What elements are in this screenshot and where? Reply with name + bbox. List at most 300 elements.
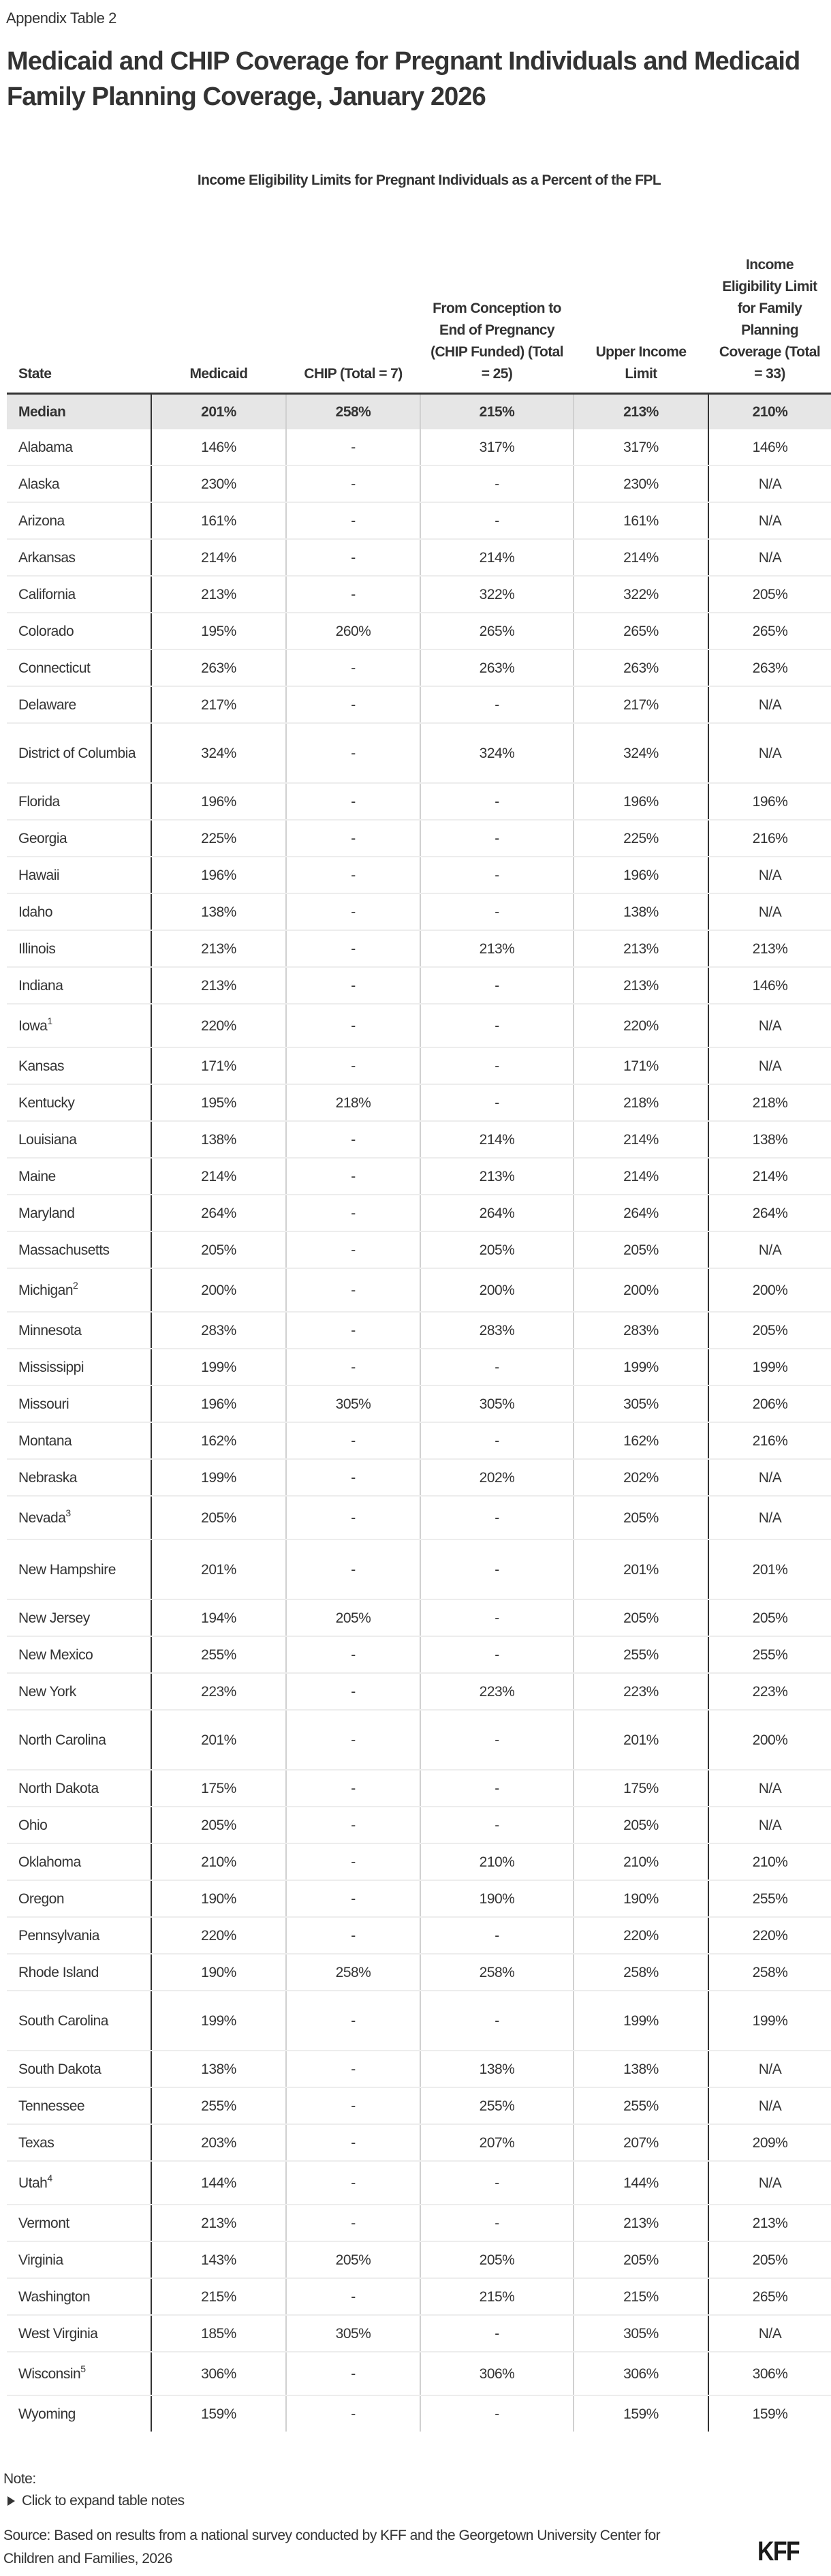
table-row: [7, 967, 831, 1004]
median-family-planning: 210%: [708, 394, 831, 430]
upper-income-cell: 159%: [574, 2395, 708, 2432]
table-header-row: [7, 218, 831, 394]
state-name-cell: [7, 820, 151, 857]
state-name: New Hampshire: [18, 1561, 116, 1578]
upper-income-cell: 205%: [574, 1231, 708, 1268]
conception-cell: 305%: [420, 1385, 574, 1422]
state-name: District of Columbia: [18, 745, 136, 761]
chip-cell: -: [286, 2124, 420, 2161]
conception-cell: 205%: [420, 1231, 574, 1268]
state-name-cell: [7, 1047, 151, 1084]
chip-cell: -: [286, 1770, 420, 1807]
upper-income-cell: 305%: [574, 2315, 708, 2352]
chip-cell: -: [286, 1158, 420, 1195]
medicaid-cell: 195%: [151, 1084, 286, 1121]
family-planning-cell: 205%: [708, 1599, 831, 1636]
state-name-cell: [7, 1385, 151, 1422]
median-medicaid: 201%: [151, 394, 286, 430]
chip-cell: -: [286, 2205, 420, 2241]
state-name-cell: [7, 1195, 151, 1231]
family-planning-cell: N/A: [708, 1770, 831, 1807]
medicaid-cell: 223%: [151, 1673, 286, 1710]
state-name-cell: [7, 723, 151, 783]
state-name: South Carolina: [18, 2012, 108, 2029]
chip-cell: -: [286, 1807, 420, 1843]
state-name: Florida: [18, 793, 60, 810]
state-name: Indiana: [18, 977, 63, 994]
state-name-cell: [7, 1880, 151, 1917]
conception-cell: 214%: [420, 1121, 574, 1158]
chip-cell: -: [286, 1422, 420, 1459]
state-name: Colorado: [18, 623, 74, 639]
state-name-cell: [7, 1422, 151, 1459]
upper-income-cell: 218%: [574, 1084, 708, 1121]
state-name: Kansas: [18, 1058, 65, 1074]
family-planning-cell: 201%: [708, 1539, 831, 1599]
column-header-upper-income[interactable]: Upper Income Limit: [574, 218, 708, 394]
state-name: Montana: [18, 1432, 72, 1449]
state-name: Arizona: [18, 512, 65, 529]
state-name-cell: [7, 2278, 151, 2315]
table-row: [7, 2395, 831, 2432]
medicaid-cell: 175%: [151, 1770, 286, 1807]
medicaid-cell: 171%: [151, 1047, 286, 1084]
upper-income-cell: 223%: [574, 1673, 708, 1710]
medicaid-cell: 255%: [151, 2087, 286, 2124]
table-row: [7, 1195, 831, 1231]
conception-cell: 283%: [420, 1312, 574, 1349]
chip-cell: -: [286, 783, 420, 820]
upper-income-cell: 161%: [574, 502, 708, 539]
upper-income-cell: 171%: [574, 1047, 708, 1084]
chip-cell: -: [286, 649, 420, 686]
state-name-cell: [7, 1807, 151, 1843]
table-row: [7, 893, 831, 930]
conception-cell: -: [420, 1349, 574, 1385]
chip-cell: -: [286, 2051, 420, 2087]
family-planning-cell: 265%: [708, 613, 831, 649]
family-planning-cell: 216%: [708, 820, 831, 857]
state-name: West Virginia: [18, 2325, 98, 2342]
conception-cell: 306%: [420, 2352, 574, 2395]
state-name-cell: [7, 649, 151, 686]
family-planning-cell: 306%: [708, 2352, 831, 2395]
family-planning-cell: 146%: [708, 429, 831, 465]
upper-income-cell: 264%: [574, 1195, 708, 1231]
state-name: North Dakota: [18, 1780, 99, 1796]
table-row: [7, 1599, 831, 1636]
state-name-cell: [7, 539, 151, 576]
medicaid-cell: 144%: [151, 2161, 286, 2205]
table-row: [7, 1121, 831, 1158]
note-label: Note:: [3, 2471, 36, 2487]
state-name: Louisiana: [18, 1131, 77, 1148]
state-name-cell: [7, 1268, 151, 1312]
kff-logo: KFF: [757, 2536, 800, 2566]
chip-cell: -: [286, 1917, 420, 1954]
conception-cell: 210%: [420, 1843, 574, 1880]
medicaid-cell: 199%: [151, 1349, 286, 1385]
medicaid-cell: 159%: [151, 2395, 286, 2432]
chip-cell: -: [286, 1195, 420, 1231]
conception-cell: -: [420, 686, 574, 723]
conception-cell: -: [420, 1710, 574, 1770]
medicaid-cell: 161%: [151, 502, 286, 539]
state-name-cell: [7, 1843, 151, 1880]
family-planning-cell: 138%: [708, 1121, 831, 1158]
conception-cell: 190%: [420, 1880, 574, 1917]
table-row: [7, 1349, 831, 1385]
medicaid-cell: 220%: [151, 1917, 286, 1954]
state-name: Maryland: [18, 1205, 75, 1221]
column-header-state[interactable]: State: [7, 218, 151, 394]
chip-cell: 218%: [286, 1084, 420, 1121]
family-planning-cell: 209%: [708, 2124, 831, 2161]
conception-cell: 138%: [420, 2051, 574, 2087]
state-name-cell: [7, 2241, 151, 2278]
upper-income-cell: 322%: [574, 576, 708, 613]
state-name-cell: [7, 2315, 151, 2352]
upper-income-cell: 214%: [574, 539, 708, 576]
state-name: Arkansas: [18, 549, 76, 566]
family-planning-cell: 206%: [708, 1385, 831, 1422]
medicaid-cell: 196%: [151, 1385, 286, 1422]
medicaid-cell: 162%: [151, 1422, 286, 1459]
table-row: [7, 502, 831, 539]
state-name: Idaho: [18, 904, 53, 920]
state-name: Mississippi: [18, 1359, 84, 1375]
chip-cell: -: [286, 1312, 420, 1349]
state-name: Iowa: [18, 1017, 48, 1034]
footnote-marker[interactable]: 3: [65, 1507, 71, 1518]
chip-cell: -: [286, 893, 420, 930]
state-name: Washington: [18, 2288, 91, 2305]
upper-income-cell: 220%: [574, 1917, 708, 1954]
conception-cell: -: [420, 1422, 574, 1459]
upper-income-cell: 213%: [574, 967, 708, 1004]
state-name: Virginia: [18, 2252, 63, 2268]
state-name-cell: [7, 502, 151, 539]
family-planning-cell: 213%: [708, 930, 831, 967]
conception-cell: 264%: [420, 1195, 574, 1231]
chip-cell: -: [286, 502, 420, 539]
upper-income-cell: 202%: [574, 1459, 708, 1496]
family-planning-cell: N/A: [708, 1496, 831, 1539]
footnote-marker[interactable]: 1: [47, 1015, 52, 1026]
state-name: Nevada: [18, 1509, 66, 1526]
chip-cell: 305%: [286, 1385, 420, 1422]
medicaid-cell: 143%: [151, 2241, 286, 2278]
footnote-marker[interactable]: 2: [73, 1279, 78, 1291]
expand-notes-label[interactable]: Click to expand table notes: [22, 2493, 185, 2509]
medicaid-cell: 138%: [151, 1121, 286, 1158]
medicaid-cell: 230%: [151, 465, 286, 502]
chip-cell: -: [286, 967, 420, 1004]
upper-income-cell: 138%: [574, 2051, 708, 2087]
table-row: [7, 2051, 831, 2087]
table-row: [7, 2161, 831, 2205]
table-row: [7, 2124, 831, 2161]
medicaid-cell: 214%: [151, 1158, 286, 1195]
state-name: Massachusetts: [18, 1242, 110, 1258]
upper-income-cell: 225%: [574, 820, 708, 857]
medicaid-cell: 146%: [151, 429, 286, 465]
chip-cell: -: [286, 465, 420, 502]
state-name: Texas: [18, 2134, 54, 2151]
state-name: New York: [18, 1683, 76, 1700]
conception-cell: -: [420, 893, 574, 930]
state-name-cell: [7, 1459, 151, 1496]
conception-cell: 202%: [420, 1459, 574, 1496]
medicaid-cell: 205%: [151, 1807, 286, 1843]
state-name: Oregon: [18, 1890, 65, 1907]
medicaid-cell: 205%: [151, 1231, 286, 1268]
state-name-cell: [7, 2124, 151, 2161]
table-row: [7, 576, 831, 613]
upper-income-cell: 205%: [574, 1599, 708, 1636]
family-planning-cell: N/A: [708, 1004, 831, 1047]
state-name-cell: [7, 465, 151, 502]
upper-income-cell: 196%: [574, 857, 708, 893]
family-planning-cell: N/A: [708, 857, 831, 893]
medicaid-cell: 220%: [151, 1004, 286, 1047]
state-name: Rhode Island: [18, 1964, 99, 1980]
family-planning-cell: N/A: [708, 1459, 831, 1496]
table-row: [7, 2087, 831, 2124]
conception-cell: -: [420, 1599, 574, 1636]
upper-income-cell: 162%: [574, 1422, 708, 1459]
medicaid-cell: 264%: [151, 1195, 286, 1231]
state-name-cell: [7, 576, 151, 613]
chip-cell: -: [286, 429, 420, 465]
state-name-cell: [7, 2051, 151, 2087]
upper-income-cell: 196%: [574, 783, 708, 820]
state-name: Minnesota: [18, 1322, 82, 1338]
conception-cell: 255%: [420, 2087, 574, 2124]
family-planning-cell: N/A: [708, 502, 831, 539]
conception-cell: -: [420, 857, 574, 893]
chip-cell: -: [286, 2395, 420, 2432]
chip-cell: -: [286, 1004, 420, 1047]
state-name-cell: [7, 1770, 151, 1807]
state-name-cell: [7, 967, 151, 1004]
chip-cell: -: [286, 1268, 420, 1312]
column-header-family-planning[interactable]: Income Eligibility Limit for Family Planning Coverage (Total = 33): [708, 218, 831, 394]
table-row: [7, 1917, 831, 1954]
state-name: New Mexico: [18, 1646, 93, 1663]
column-header-chip[interactable]: CHIP (Total = 7): [286, 218, 420, 394]
upper-income-cell: 144%: [574, 2161, 708, 2205]
state-name: Ohio: [18, 1817, 48, 1833]
upper-income-cell: 305%: [574, 1385, 708, 1422]
family-planning-cell: 205%: [708, 2241, 831, 2278]
upper-income-cell: 265%: [574, 613, 708, 649]
state-name-cell: [7, 1121, 151, 1158]
upper-income-cell: 201%: [574, 1710, 708, 1770]
chip-cell: -: [286, 2352, 420, 2395]
state-name-cell: [7, 1004, 151, 1047]
chip-cell: -: [286, 1459, 420, 1496]
table-row: [7, 429, 831, 465]
conception-cell: -: [420, 1496, 574, 1539]
table-row: [7, 2205, 831, 2241]
family-planning-cell: N/A: [708, 2161, 831, 2205]
chip-cell: 258%: [286, 1954, 420, 1991]
medicaid-cell: 213%: [151, 930, 286, 967]
upper-income-cell: 207%: [574, 2124, 708, 2161]
family-planning-cell: 196%: [708, 783, 831, 820]
state-name: New Jersey: [18, 1610, 90, 1626]
state-name-cell: [7, 429, 151, 465]
expand-notes-toggle[interactable]: [3, 2490, 185, 2512]
upper-income-cell: 324%: [574, 723, 708, 783]
family-planning-cell: 210%: [708, 1843, 831, 1880]
state-name-cell: [7, 1710, 151, 1770]
conception-cell: 200%: [420, 1268, 574, 1312]
state-name: North Carolina: [18, 1732, 106, 1748]
chip-cell: -: [286, 539, 420, 576]
chip-cell: 205%: [286, 2241, 420, 2278]
family-planning-cell: N/A: [708, 2051, 831, 2087]
table-row: [7, 1710, 831, 1770]
state-name-cell: [7, 1599, 151, 1636]
state-name: Georgia: [18, 830, 67, 846]
family-planning-cell: 264%: [708, 1195, 831, 1231]
family-planning-cell: 200%: [708, 1710, 831, 1770]
medicaid-cell: 196%: [151, 857, 286, 893]
upper-income-cell: 220%: [574, 1004, 708, 1047]
table-row: [7, 1312, 831, 1349]
table-row: [7, 1231, 831, 1268]
state-name: Kentucky: [18, 1094, 75, 1111]
table-row: [7, 2278, 831, 2315]
state-name-cell: [7, 1636, 151, 1673]
table-row: [7, 723, 831, 783]
medicaid-cell: 215%: [151, 2278, 286, 2315]
upper-income-cell: 138%: [574, 893, 708, 930]
family-planning-cell: N/A: [708, 893, 831, 930]
upper-income-cell: 205%: [574, 1496, 708, 1539]
medicaid-cell: 200%: [151, 1268, 286, 1312]
upper-income-cell: 255%: [574, 2087, 708, 2124]
family-planning-cell: 258%: [708, 1954, 831, 1991]
upper-income-cell: 205%: [574, 1807, 708, 1843]
column-header-conception[interactable]: From Conception to End of Pregnancy (CHIP Funded) (Total = 25): [420, 218, 574, 394]
state-name-cell: [7, 1158, 151, 1195]
medicaid-cell: 205%: [151, 1496, 286, 1539]
state-name-cell: [7, 2161, 151, 2205]
state-name: Tennessee: [18, 2098, 85, 2114]
medicaid-cell: 138%: [151, 2051, 286, 2087]
state-name-cell: [7, 1673, 151, 1710]
conception-cell: 263%: [420, 649, 574, 686]
upper-income-cell: 199%: [574, 1991, 708, 2051]
state-name: Wisconsin: [18, 2365, 81, 2382]
conception-cell: 322%: [420, 576, 574, 613]
state-name: Alaska: [18, 476, 60, 492]
state-name: Utah: [18, 2175, 48, 2191]
family-planning-cell: 205%: [708, 1312, 831, 1349]
chip-cell: -: [286, 2161, 420, 2205]
family-planning-cell: N/A: [708, 1231, 831, 1268]
chip-cell: 205%: [286, 1599, 420, 1636]
chip-cell: -: [286, 857, 420, 893]
upper-income-cell: 230%: [574, 465, 708, 502]
state-name: Missouri: [18, 1396, 69, 1412]
conception-cell: 324%: [420, 723, 574, 783]
medicaid-cell: 255%: [151, 1636, 286, 1673]
medicaid-cell: 190%: [151, 1954, 286, 1991]
upper-income-cell: 217%: [574, 686, 708, 723]
medicaid-cell: 306%: [151, 2352, 286, 2395]
state-name-cell: [7, 1954, 151, 1991]
chip-cell: 305%: [286, 2315, 420, 2352]
conception-cell: -: [420, 1047, 574, 1084]
upper-income-cell: 214%: [574, 1121, 708, 1158]
state-name-cell: [7, 686, 151, 723]
family-planning-cell: N/A: [708, 2087, 831, 2124]
chip-cell: -: [286, 1991, 420, 2051]
medicaid-cell: 199%: [151, 1991, 286, 2051]
state-name: California: [18, 586, 76, 602]
state-name: Maine: [18, 1168, 56, 1184]
conception-cell: 215%: [420, 2278, 574, 2315]
column-header-medicaid[interactable]: Medicaid: [151, 218, 286, 394]
median-upper-income: 213%: [574, 394, 708, 430]
chip-cell: 260%: [286, 613, 420, 649]
state-name-cell: [7, 893, 151, 930]
family-planning-cell: 205%: [708, 576, 831, 613]
conception-cell: -: [420, 1991, 574, 2051]
family-planning-cell: 220%: [708, 1917, 831, 1954]
family-planning-cell: 213%: [708, 2205, 831, 2241]
state-name: Connecticut: [18, 660, 91, 676]
upper-income-cell: 215%: [574, 2278, 708, 2315]
medicaid-cell: 138%: [151, 893, 286, 930]
chip-cell: -: [286, 1843, 420, 1880]
conception-cell: -: [420, 2315, 574, 2352]
upper-income-cell: 317%: [574, 429, 708, 465]
medicaid-cell: 203%: [151, 2124, 286, 2161]
conception-cell: 205%: [420, 2241, 574, 2278]
medicaid-cell: 217%: [151, 686, 286, 723]
state-name-cell: [7, 1231, 151, 1268]
chip-cell: -: [286, 576, 420, 613]
footnote-marker[interactable]: 4: [47, 2172, 52, 2183]
conception-cell: 317%: [420, 429, 574, 465]
state-name: Delaware: [18, 696, 76, 713]
family-planning-cell: 218%: [708, 1084, 831, 1121]
upper-income-cell: 199%: [574, 1349, 708, 1385]
state-name: Alabama: [18, 439, 73, 455]
table-row: [7, 1268, 831, 1312]
table-row: [7, 649, 831, 686]
conception-cell: -: [420, 1636, 574, 1673]
upper-income-cell: 200%: [574, 1268, 708, 1312]
upper-income-cell: 190%: [574, 1880, 708, 1917]
conception-cell: -: [420, 1084, 574, 1121]
table-row: [7, 539, 831, 576]
conception-cell: -: [420, 820, 574, 857]
medicaid-cell: 210%: [151, 1843, 286, 1880]
median-conception: 215%: [420, 394, 574, 430]
medicaid-cell: 213%: [151, 967, 286, 1004]
upper-income-cell: 175%: [574, 1770, 708, 1807]
family-planning-cell: N/A: [708, 686, 831, 723]
state-name: Vermont: [18, 2215, 69, 2231]
family-planning-cell: N/A: [708, 539, 831, 576]
footnote-marker[interactable]: 5: [80, 2363, 86, 2374]
